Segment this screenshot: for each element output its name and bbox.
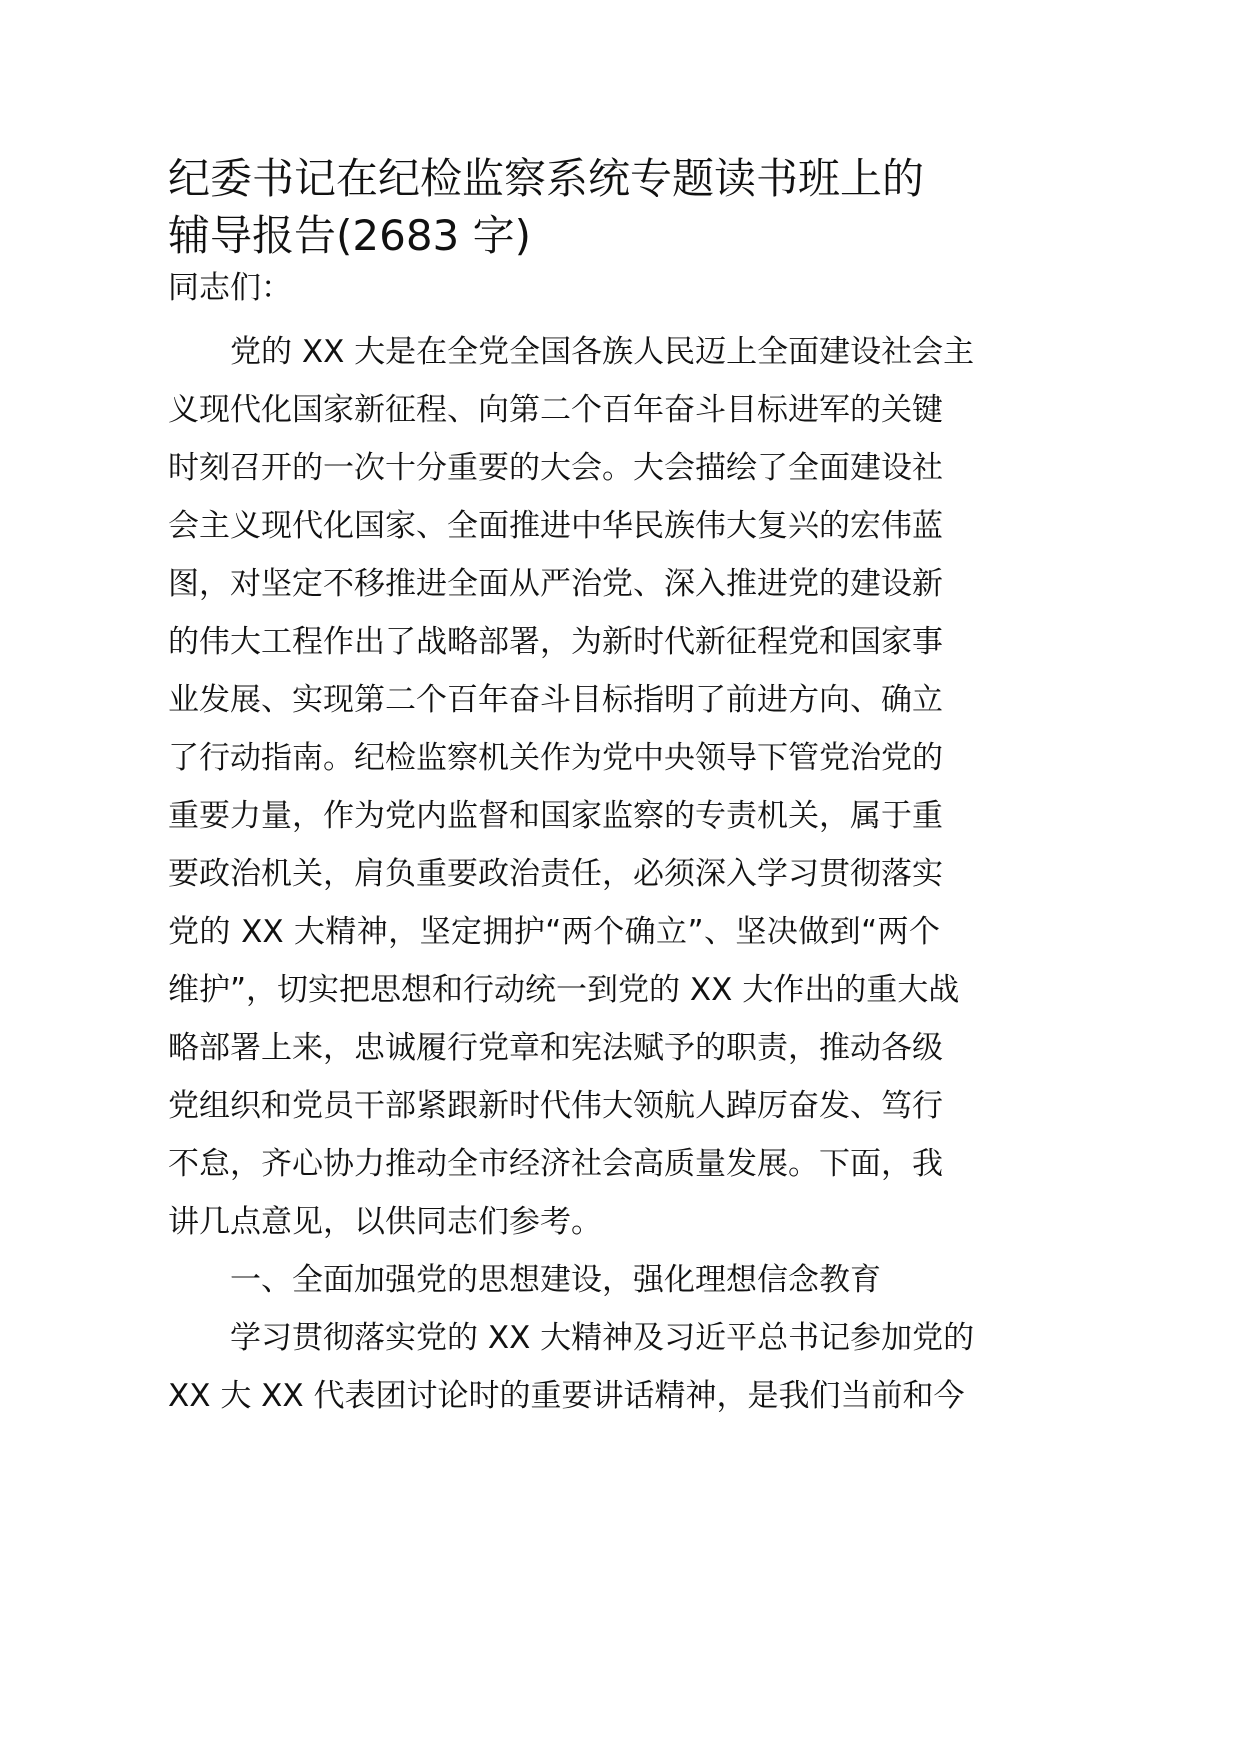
text-line: 党的 XX 大是在全党全国各族人民迈上全面建设社会主 [168, 334, 975, 370]
paragraph-1 [168, 323, 975, 1251]
text-line: 时刻召开的一次十分重要的大会。大会描绘了全面建设社 [168, 450, 943, 486]
greeting: 同志们： [168, 270, 292, 306]
text-line: 图，对坚定不移推进全面从严治党、深入推进党的建设新 [168, 566, 943, 602]
text-line: 维护”，切实把思想和行动统一到党的 XX 大作出的重大战 [168, 972, 960, 1008]
section-heading: 一、全面加强党的思想建设，强化理想信念教育 [168, 1262, 881, 1298]
text-line: 党组织和党员干部紧跟新时代伟大领航人踔厉奋发、笃行 [168, 1088, 943, 1124]
text-line: 了行动指南。纪检监察机关作为党中央领导下管党治党的 [168, 740, 943, 776]
text-line: 学习贯彻落实党的 XX 大精神及习近平总书记参加党的 [168, 1320, 975, 1356]
text-line: XX 大 XX 代表团讨论时的重要讲话精神，是我们当前和今 [168, 1378, 965, 1414]
text-line: 业发展、实现第二个百年奋斗目标指明了前进方向、确立 [168, 682, 943, 718]
text-line: 不怠，齐心协力推动全市经济社会高质量发展。下面，我 [168, 1146, 943, 1182]
text-line: 要政治机关，肩负重要政治责任，必须深入学习贯彻落实 [168, 856, 943, 892]
text-line: 略部署上来，忠诚履行党章和宪法赋予的职责，推动各级 [168, 1030, 943, 1066]
paragraph-2 [168, 1309, 975, 1425]
title-line: 纪委书记在纪检监察系统专题读书班上的 [168, 154, 925, 203]
document-body [168, 323, 975, 1425]
text-line: 义现代化国家新征程、向第二个百年奋斗目标进军的关键 [168, 392, 943, 428]
text-line: 的伟大工程作出了战略部署，为新时代新征程党和国家事 [168, 624, 943, 660]
text-line: 会主义现代化国家、全面推进中华民族伟大复兴的宏伟蓝 [168, 508, 943, 544]
document-title [168, 150, 948, 264]
text-line: 讲几点意见，以供同志们参考。 [168, 1204, 602, 1240]
text-line: 党的 XX 大精神，坚定拥护“两个确立”、坚决做到“两个 [168, 914, 940, 950]
title-line: 辅导报告(2683 字) [168, 211, 532, 260]
text-line: 重要力量，作为党内监督和国家监察的专责机关，属于重 [168, 798, 943, 834]
